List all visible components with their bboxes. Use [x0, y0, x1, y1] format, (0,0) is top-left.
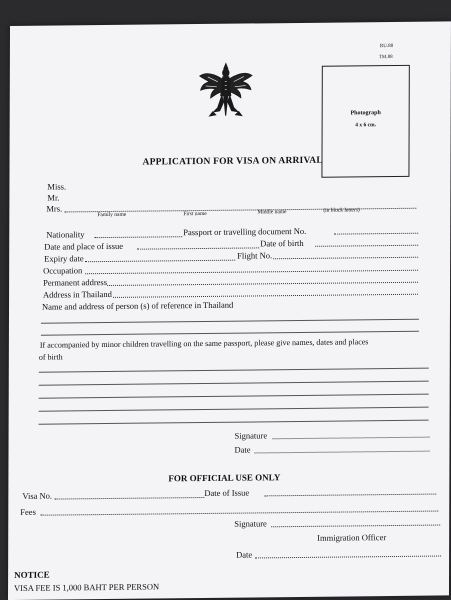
- block-letters-note: (in block letters): [323, 207, 360, 214]
- first-name-label: First name: [183, 210, 207, 218]
- minors-line-4[interactable]: [39, 407, 429, 412]
- occupation-field[interactable]: [85, 270, 418, 274]
- applicant-signature-field[interactable]: [273, 437, 430, 440]
- visa-fee-notice: VISA FEE IS 1,000 BAHT PER PERSON: [14, 581, 160, 593]
- minors-line-2[interactable]: [39, 381, 429, 386]
- passport-field[interactable]: [334, 233, 418, 235]
- official-use-heading: FOR OFFICIAL USE ONLY: [168, 472, 281, 484]
- date-place-issue-field[interactable]: [137, 247, 259, 249]
- date-of-birth-field[interactable]: [315, 245, 418, 247]
- occupation-label: Occupation: [43, 265, 83, 276]
- garuda-emblem-icon: [198, 61, 254, 122]
- form-code-1: RU.88: [379, 43, 394, 50]
- date-of-issue-label: Date of Issue: [204, 487, 250, 498]
- middle-name-label: Middle name: [257, 209, 287, 216]
- immigration-officer-label: Immigration Officer: [317, 532, 387, 543]
- applicant-date-field[interactable]: [254, 451, 429, 454]
- minors-line-5[interactable]: [39, 420, 429, 425]
- form-code-2: TM.88: [378, 54, 393, 61]
- expiry-date-label: Expiry date: [44, 253, 84, 264]
- permanent-address-label: Permanent address: [43, 276, 108, 288]
- official-signature-field[interactable]: [271, 525, 440, 528]
- flight-no-label: Flight No.: [237, 250, 273, 261]
- flight-no-field[interactable]: [273, 257, 418, 260]
- nationality-field[interactable]: [94, 236, 182, 238]
- minors-line-3[interactable]: [39, 394, 429, 399]
- visa-no-label: Visa No.: [22, 490, 53, 501]
- photograph-box[interactable]: [321, 65, 409, 178]
- reference-person-line-1[interactable]: [41, 319, 419, 324]
- permanent-address-field[interactable]: [107, 282, 418, 286]
- passport-label: Passport or travelling document No.: [183, 225, 307, 238]
- official-signature-label: Signature: [234, 518, 267, 529]
- expiry-date-field[interactable]: [85, 260, 235, 263]
- date-of-birth-label: Date of birth: [260, 237, 304, 249]
- applicant-signature-label: Signature: [234, 430, 268, 441]
- fees-label: Fees: [20, 506, 36, 517]
- fees-field[interactable]: [40, 511, 438, 516]
- date-place-issue-label: Date and place of issue: [44, 240, 124, 252]
- photograph-label: Photograph: [350, 110, 381, 117]
- notice-heading: NOTICE: [14, 569, 50, 580]
- minors-line-1[interactable]: [39, 368, 429, 373]
- form-title: APPLICATION FOR VISA ON ARRIVAL: [142, 155, 323, 168]
- official-date-label: Date: [236, 549, 253, 560]
- visa-no-field[interactable]: [54, 497, 204, 500]
- minors-text-line-1: If accompanied by minor children travelling on the same passport, please give names, dates and places: [39, 337, 369, 350]
- visa-application-form: [8, 21, 451, 600]
- official-date-field[interactable]: [255, 556, 441, 559]
- date-of-issue-field[interactable]: [264, 494, 436, 497]
- minors-text-line-2: of birth: [38, 352, 63, 362]
- reference-person-line-2[interactable]: [41, 331, 419, 336]
- mr-label: Mr.: [47, 192, 60, 203]
- applicant-date-label: Date: [234, 444, 251, 455]
- family-name-label: Family name: [97, 211, 127, 219]
- mrs-label: Mrs.: [46, 203, 63, 214]
- address-thailand-label: Address in Thailand: [43, 288, 112, 300]
- photograph-size: 4 x 6 cm.: [355, 122, 377, 129]
- reference-person-label: Name and address of person (s) of reference in Thailand: [41, 299, 234, 312]
- nationality-label: Nationality: [46, 229, 85, 240]
- address-thailand-field[interactable]: [113, 294, 418, 298]
- miss-label: Miss.: [47, 181, 67, 192]
